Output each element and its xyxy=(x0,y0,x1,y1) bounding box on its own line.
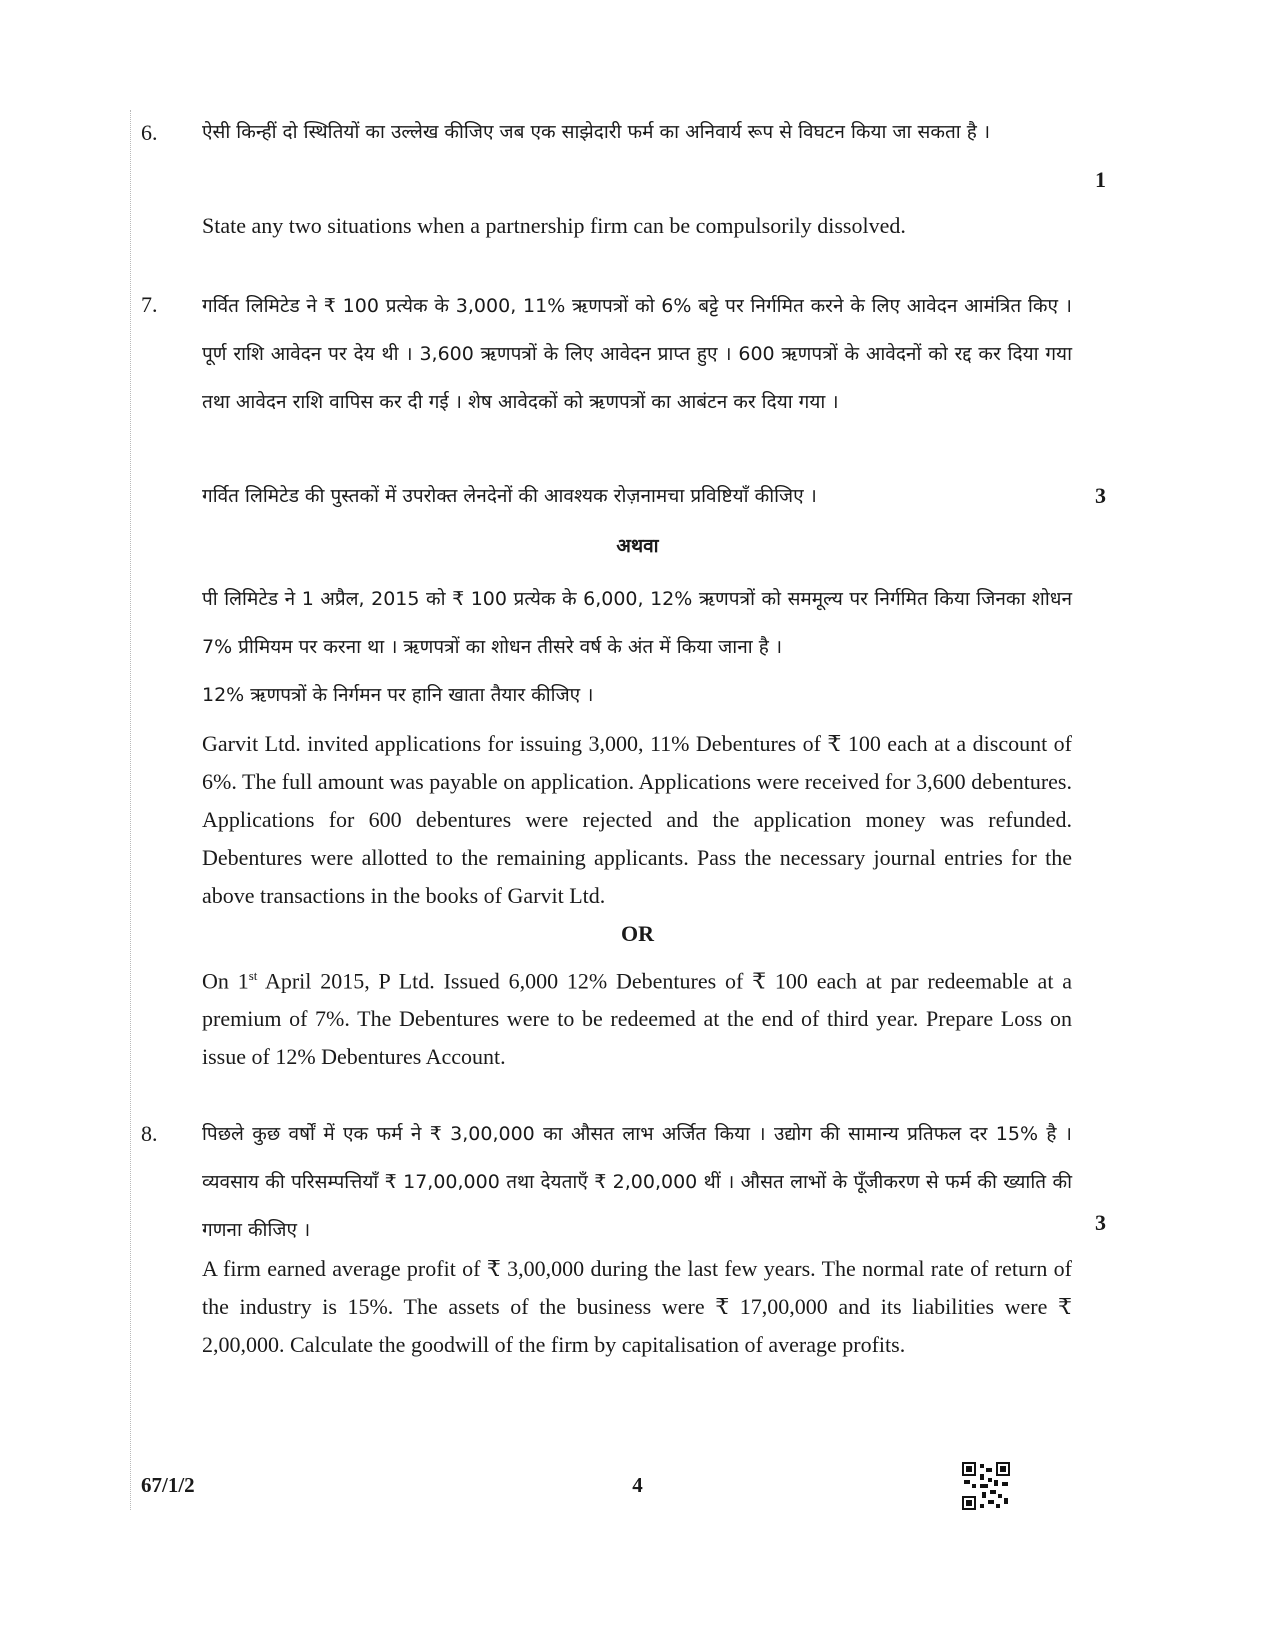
paper-code: 67/1/2 xyxy=(141,1473,195,1497)
question-7-number: 7. xyxy=(141,292,158,317)
qr-code-icon xyxy=(962,1462,1010,1510)
question-7-hindi-instruction: गर्वित लिमिटेड की पुस्तकों में उपरोक्त लेनदेनों की आवश्यक रोज़नामचा प्रविष्टियाँ कीजिए । xyxy=(202,485,817,507)
alt-date-prefix: On 1 xyxy=(202,968,249,994)
question-7-hindi: गर्वित लिमिटेड ने ₹ 100 प्रत्येक के 3,000, 11% ऋणपत्रों को 6% बट्टे पर निर्गमित करने के लिए आवेदन आमंत्रित किए । पूर्ण राशि आवेदन पर देय थी । 3,600 ऋणपत्रों के लिए आवेदन प्राप्त हुए । 600 ऋणपत्रों के आवेदनों को रद्द कर दिया गया तथा आवेदन राशि वापिस कर दी गई । शेष आवेदकों को ऋणपत्रों का आबंटन कर दिया गया । xyxy=(202,295,1072,413)
page-number: 4 xyxy=(632,1473,643,1497)
question-8-number: 8. xyxy=(141,1121,158,1146)
alt-date-suffix: st xyxy=(248,968,258,983)
question-8-marks: 3 xyxy=(1095,1210,1106,1235)
question-8-hindi: पिछले कुछ वर्षों में एक फर्म ने ₹ 3,00,000 का औसत लाभ अर्जित किया । उद्योग की सामान्य प्रतिफल दर 15% है । व्यवसाय की परिसम्पत्तियाँ ₹ 17,00,000 तथा देयताएँ ₹ 2,00,000 थीं । औसत लाभों के पूँजीकरण से फर्म की ख्याति की गणना कीजिए । xyxy=(202,1123,1072,1241)
question-7-hindi-alternative-instruction: 12% ऋणपत्रों के निर्गमन पर हानि खाता तैयार कीजिए । xyxy=(202,684,594,706)
question-8-english: A firm earned average profit of ₹ 3,00,000 during the last few years. The normal rate of return of the industry is 15%. The assets of the business were ₹ 17,00,000 and its liabilities were ₹ 2,00,000. Calculate the goodwill of the firm by capitalisation of average profits. xyxy=(202,1256,1072,1357)
question-6-number: 6. xyxy=(141,120,158,145)
question-7-english: Garvit Ltd. invited applications for issuing 3,000, 11% Debentures of ₹ 100 each at a discount of 6%. The full amount was payable on application. Applications were received for 3,600 debentures. Applications for 600 debentures were rejected and the application money was refunded. Debentures were allotted to the remaining applicants. Pass the necessary journal entries for the above transactions in the books of Garvit Ltd. xyxy=(202,731,1072,908)
question-7-hindi-alternative: पी लिमिटेड ने 1 अप्रैल, 2015 को ₹ 100 प्रत्येक के 6,000, 12% ऋणपत्रों को सममूल्य पर निर्गमित किया जिनका शोधन 7% प्रीमियम पर करना था । ऋणपत्रों का शोधन तीसरे वर्ष के अंत में किया जाना है । xyxy=(202,588,1072,658)
or-divider-english: OR xyxy=(621,921,654,946)
question-7-english-alternative xyxy=(202,957,1072,1076)
question-6-marks: 1 xyxy=(1095,167,1106,192)
alt-body: April 2015, P Ltd. Issued 6,000 12% Debentures of ₹ 100 each at par redeemable at a premium of 7%. The Debentures were to be redeemed at the end of third year. Prepare Loss on issue of 12% Debentures Account. xyxy=(202,968,1072,1070)
question-7-marks: 3 xyxy=(1095,483,1106,508)
question-6-english: State any two situations when a partnership firm can be compulsorily dissolved. xyxy=(202,213,906,238)
or-divider-hindi: अथवा xyxy=(616,535,659,557)
question-6-hindi: ऐसी किन्हीं दो स्थितियों का उल्लेख कीजिए जब एक साझेदारी फर्म का अनिवार्य रूप से विघटन किया जा सकता है । xyxy=(202,121,991,143)
margin-rule xyxy=(130,110,131,1510)
